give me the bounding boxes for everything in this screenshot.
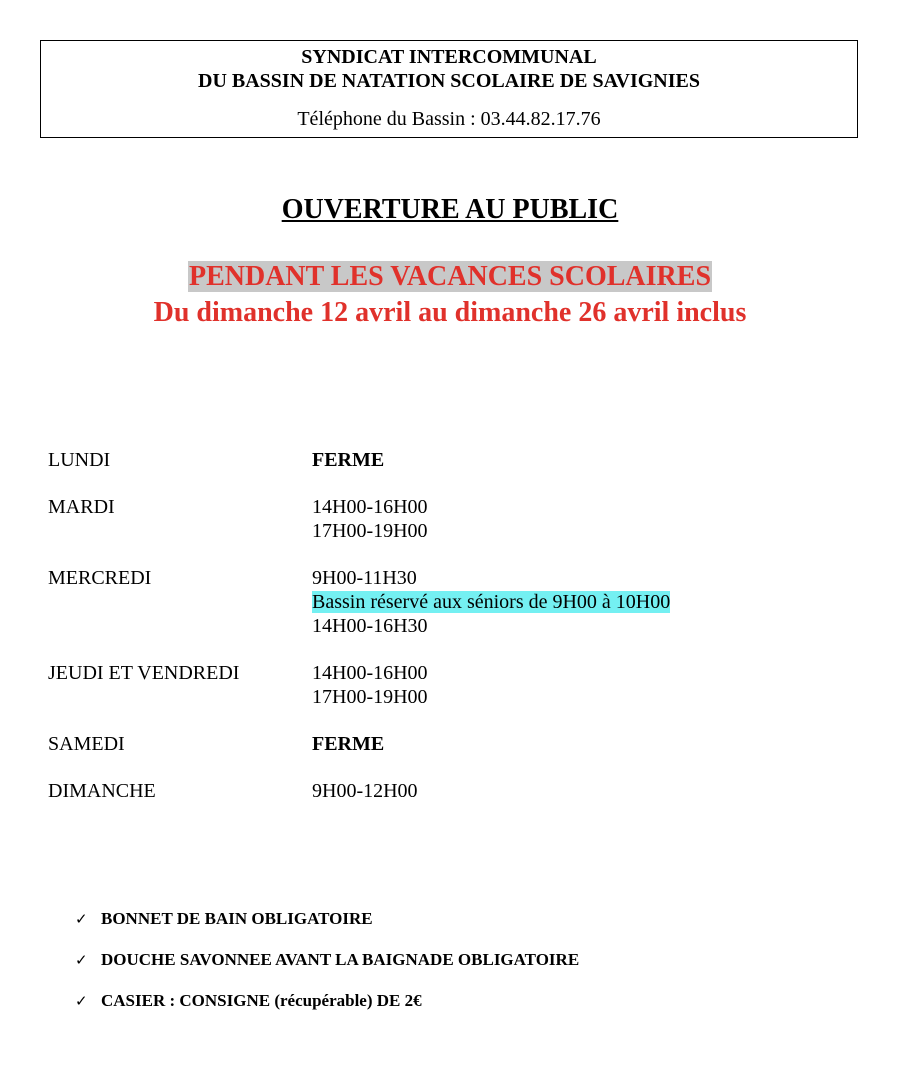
org-name-line2: DU BASSIN DE NATATION SCOLAIRE DE SAVIGNIES	[198, 70, 700, 92]
page-title: OUVERTURE AU PUBLIC	[281, 194, 619, 225]
time-slot: 17H00-19H00	[312, 520, 428, 542]
schedule-row-dimanche	[48, 779, 848, 803]
schedule-row-jeudi-vendredi	[48, 661, 848, 709]
closed-label: FERME	[312, 449, 385, 471]
day-label: SAMEDI	[48, 733, 125, 755]
time-slot: 9H00-12H00	[312, 780, 418, 802]
schedule-row-mercredi	[48, 566, 848, 638]
time-slot: 14H00-16H00	[312, 662, 428, 684]
checkmark-icon: ✓	[75, 910, 88, 928]
time-slot: 14H00-16H30	[312, 615, 428, 637]
time-slots	[312, 448, 384, 472]
time-slots	[312, 495, 428, 543]
rule-text: CASIER : CONSIGNE (récupérable) DE 2€	[101, 991, 422, 1010]
time-slots	[312, 732, 384, 756]
day-label: JEUDI ET VENDREDI	[48, 662, 240, 684]
rule-item	[75, 990, 579, 1012]
period-heading	[0, 260, 900, 294]
schedule-row-samedi	[48, 732, 848, 756]
rule-item	[75, 908, 579, 930]
schedule-table	[48, 448, 848, 826]
period-heading-text: PENDANT LES VACANCES SCOLAIRES	[188, 261, 712, 292]
day-label: MARDI	[48, 496, 115, 518]
time-slots	[312, 779, 418, 803]
time-slots	[312, 661, 428, 709]
day-label: DIMANCHE	[48, 780, 156, 802]
checkmark-icon: ✓	[75, 951, 88, 969]
org-name-line1: SYNDICAT INTERCOMMUNAL	[301, 46, 597, 68]
time-slot: 14H00-16H00	[312, 496, 428, 518]
time-slot: 17H00-19H00	[312, 686, 428, 708]
time-slot: 9H00-11H30	[312, 567, 417, 589]
day-label: LUNDI	[48, 449, 111, 471]
header-box	[40, 40, 858, 138]
rule-text: BONNET DE BAIN OBLIGATOIRE	[101, 909, 373, 928]
closed-label: FERME	[312, 733, 385, 755]
rule-text: DOUCHE SAVONNEE AVANT LA BAIGNADE OBLIGATOIRE	[101, 950, 580, 969]
seniors-note: Bassin réservé aux séniors de 9H00 à 10H00	[312, 591, 671, 613]
checkmark-icon: ✓	[75, 992, 88, 1010]
period-dates: Du dimanche 12 avril au dimanche 26 avril inclus	[153, 297, 747, 328]
rule-item	[75, 949, 579, 971]
rules-list	[75, 908, 579, 1031]
time-slots	[312, 566, 670, 638]
schedule-row-lundi	[48, 448, 848, 472]
day-label: MERCREDI	[48, 567, 152, 589]
phone-number: Téléphone du Bassin : 03.44.82.17.76	[297, 108, 601, 130]
schedule-row-mardi	[48, 495, 848, 543]
